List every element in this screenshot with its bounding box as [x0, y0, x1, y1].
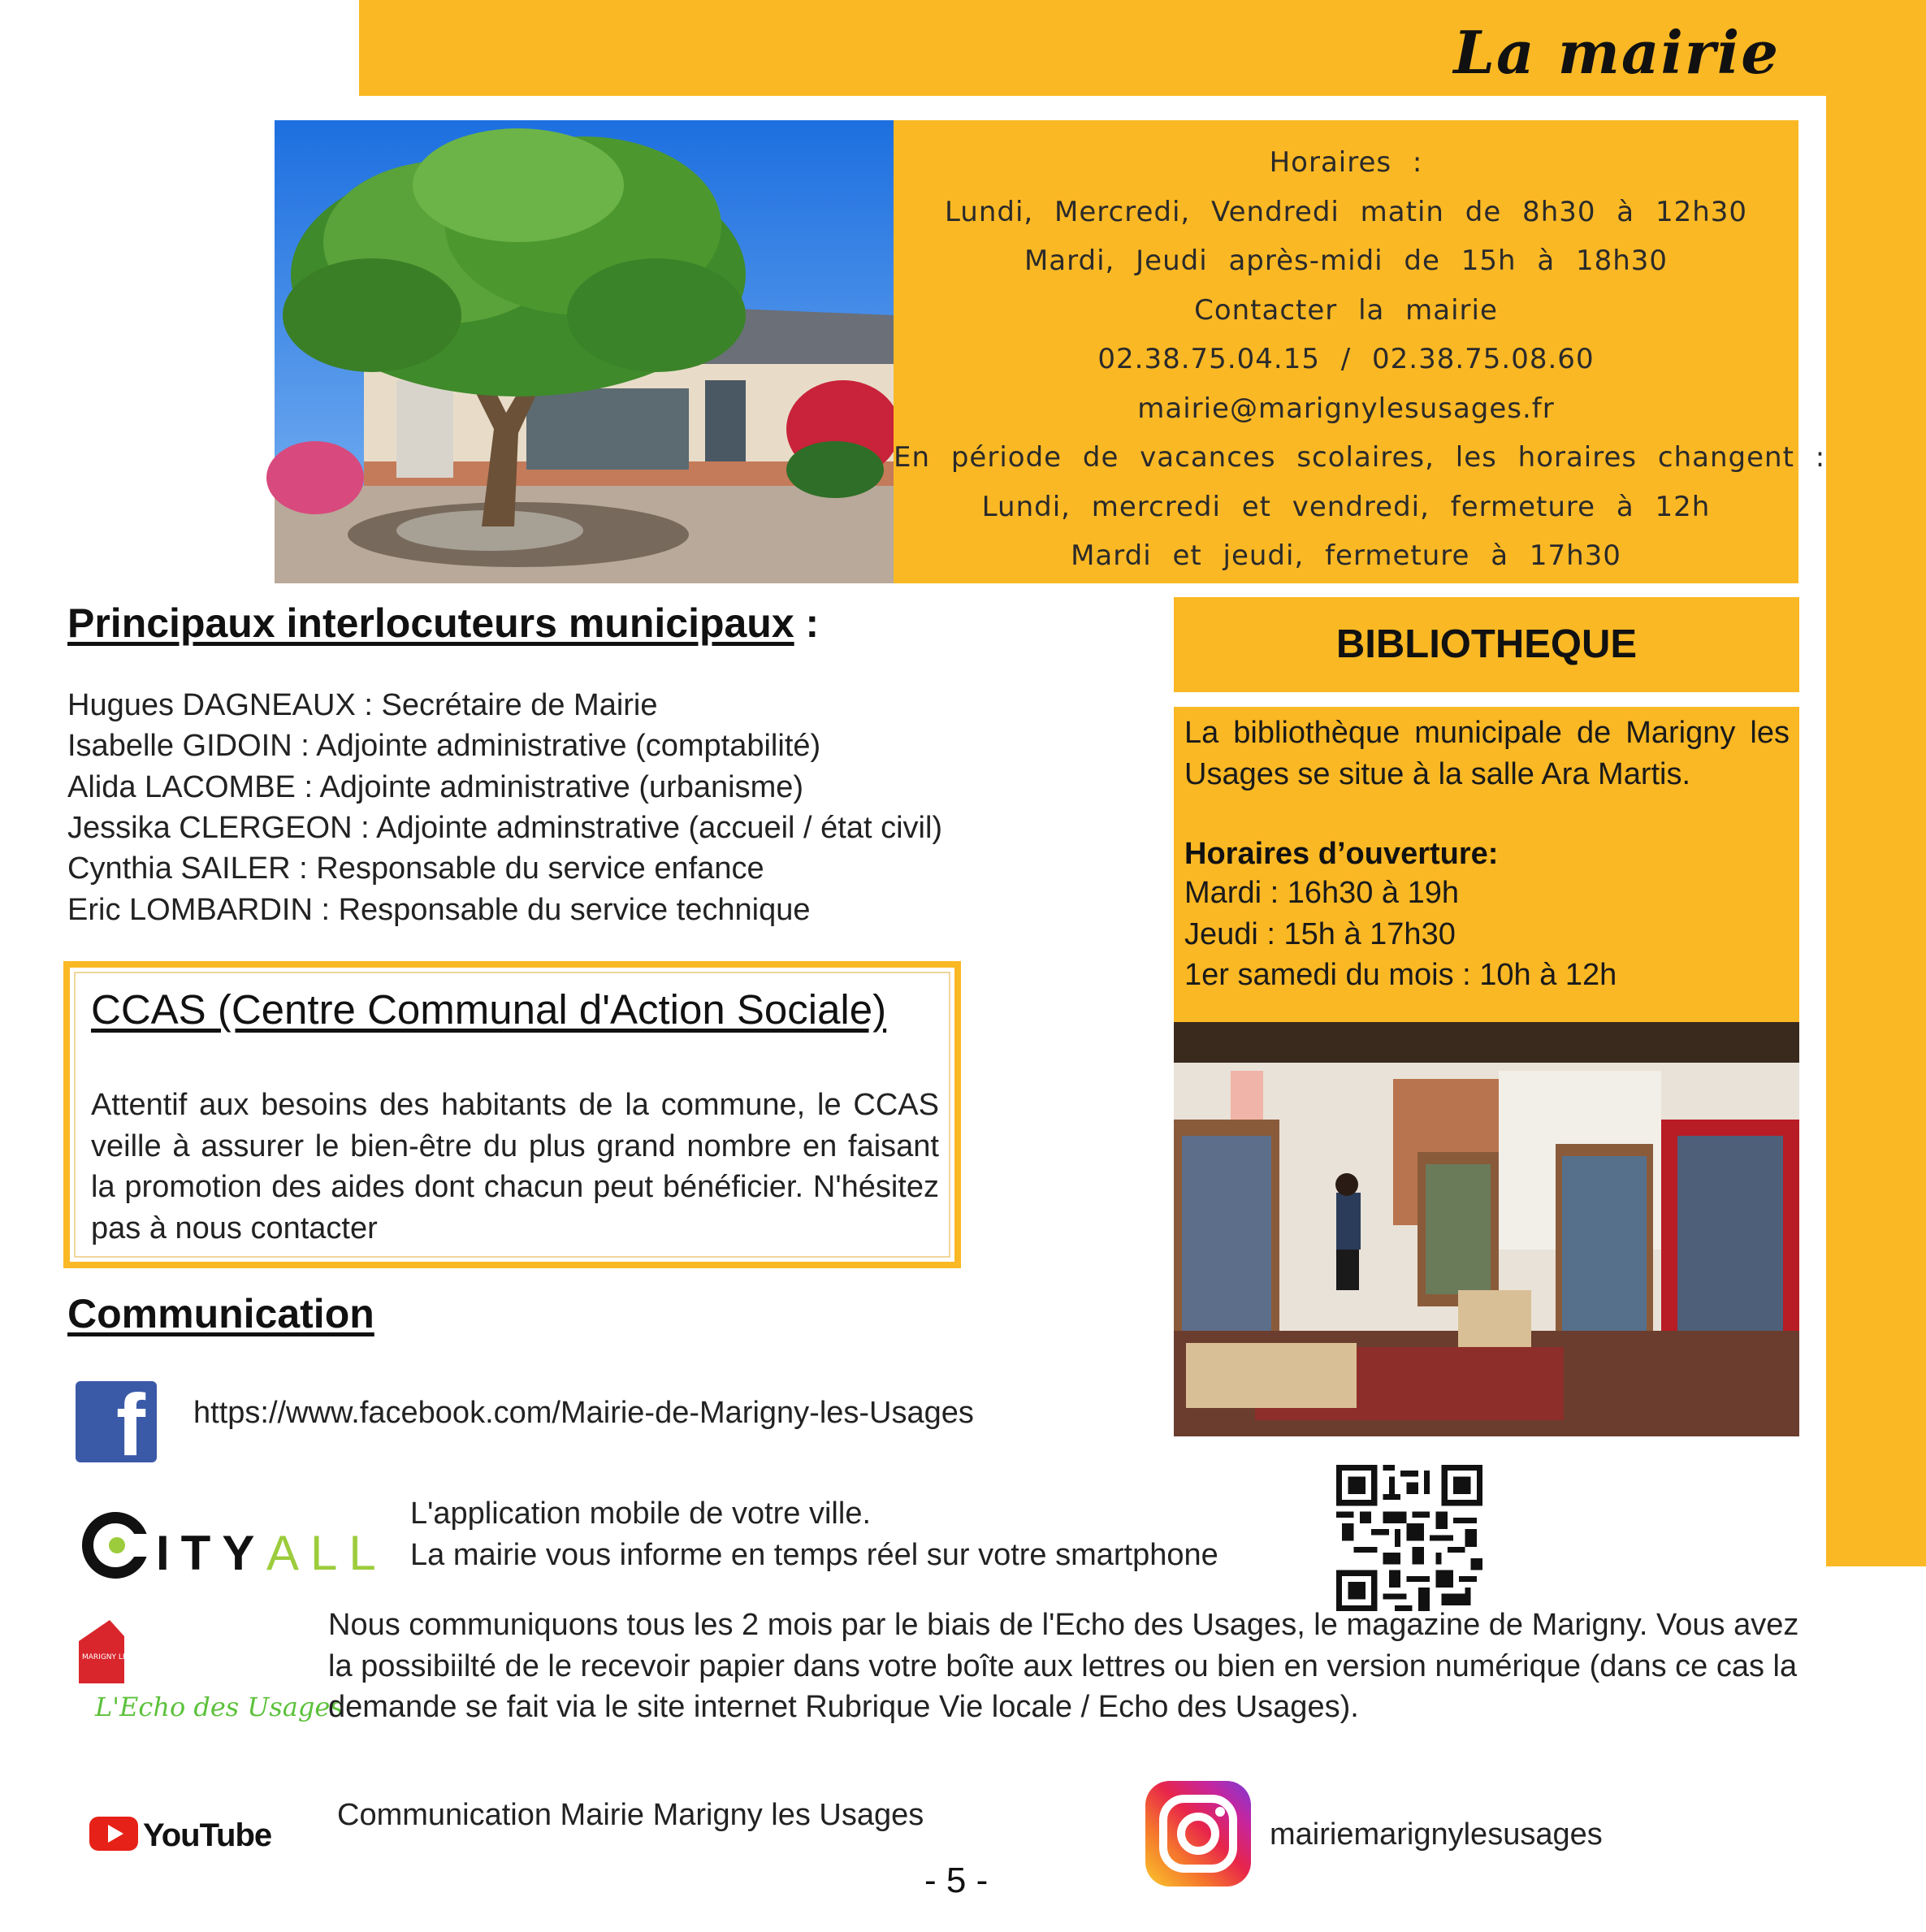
hours-line: Lundi, mercredi et vendredi, fermeture à 12h — [981, 490, 1711, 523]
email-address[interactable]: mairie@marignylesusages.fr — [1137, 392, 1555, 425]
staff-member: Alida LACOMBE : Adjointe administrative (urbanisme) — [67, 770, 804, 804]
youtube-logo-text: YouTube — [143, 1817, 272, 1853]
staff-member: Isabelle GIDOIN : Adjointe administrative (comptabilité) — [67, 729, 821, 763]
cityall-brand-dark: ITY — [156, 1526, 266, 1580]
contact-label: Contacter la mairie — [1194, 293, 1498, 327]
ccas-description: Attentif aux besoins des habitants de la commune, le CCAS veille à assurer le bien-être du plus grand nombre en faisant la promotion des aides dont chacun peut bénéficier. N'hésitez pas à nous contacter — [91, 1088, 939, 1245]
right-band — [1826, 0, 1926, 1566]
hours-title: Horaires : — [1269, 146, 1423, 179]
holiday-notice: En période de vacances scolaires, les horaires changent : — [894, 441, 1826, 474]
library-hours-line: Mardi : 16h30 à 19h — [1184, 876, 1460, 910]
cityall-logo — [81, 1511, 387, 1580]
ccas-heading: CCAS (Centre Communal d'Action Sociale) — [91, 986, 887, 1033]
staff-member: Cynthia SAILER : Responsable du service enfance — [67, 851, 764, 886]
youtube-channel[interactable]: Communication Mairie Marigny les Usages — [337, 1798, 924, 1832]
library-hours-line: 1er samedi du mois : 10h à 12h — [1184, 958, 1617, 992]
instagram-handle[interactable]: mairiemarignylesusages — [1270, 1817, 1603, 1852]
communication-heading: Communication — [67, 1291, 374, 1336]
facebook-link[interactable]: https://www.facebook.com/Mairie-de-Marigny-les-Usages — [193, 1396, 974, 1430]
echo-badge-text: MARIGNY LES USAGES — [82, 1653, 165, 1661]
library-description: La bibliothèque municipale de Marigny les Usages se situe à la salle Ara Martis. — [1184, 716, 1790, 791]
cityall-brand-light: ALL — [266, 1526, 387, 1580]
hours-line: Mardi et jeudi, fermeture à 17h30 — [1071, 539, 1621, 572]
phone-numbers: 02.38.75.04.15 / 02.38.75.08.60 — [1097, 343, 1595, 375]
staff-member: Hugues DAGNEAUX : Secrétaire de Mairie — [67, 688, 658, 722]
echo-des-usages-logo — [77, 1617, 344, 1731]
cityall-description: La mairie vous informe en temps réel sur votre smartphone — [410, 1538, 1218, 1572]
qr-code[interactable] — [1336, 1465, 1482, 1611]
page-title: La mairie — [1453, 18, 1780, 87]
echo-logo-text: L'Echo des Usages — [95, 1692, 344, 1722]
facebook-icon[interactable]: f — [76, 1381, 157, 1462]
youtube-logo[interactable] — [88, 1809, 272, 1857]
town-hall-photo — [275, 120, 894, 583]
echo-description: Nous communiquons tous les 2 mois par le biais de l'Echo des Usages, le magazine de Marigny. Vous avez la possibiilté de le recevoir papier dans votre boîte aux lettres ou bien en version numérique (dans ce cas la demande se fait via le site internet Rubrique Vie locale / Echo des Usages). — [328, 1608, 1799, 1724]
library-photo — [1174, 1022, 1799, 1436]
hours-line: Lundi, Mercredi, Vendredi matin de 8h30 à 12h30 — [944, 195, 1748, 228]
staff-member: Jessika CLERGEON : Adjointe adminstrative (accueil / état civil) — [67, 811, 943, 845]
staff-member: Eric LOMBARDIN : Responsable du service technique — [67, 893, 811, 927]
library-hours-line: Jeudi : 15h à 17h30 — [1184, 917, 1456, 951]
staff-heading: Principaux interlocuteurs municipaux : — [67, 600, 820, 646]
instagram-icon[interactable] — [1145, 1781, 1251, 1887]
hours-line: Mardi, Jeudi après-midi de 15h à 18h30 — [1024, 245, 1668, 277]
town-hall-hours — [894, 120, 1826, 583]
page-number: - 5 - — [924, 1861, 989, 1900]
library-heading: BIBLIOTHEQUE — [1174, 597, 1799, 692]
cityall-tagline: L'application mobile de votre ville. — [410, 1497, 872, 1531]
library-hours-title: Horaires d’ouverture: — [1184, 837, 1499, 871]
